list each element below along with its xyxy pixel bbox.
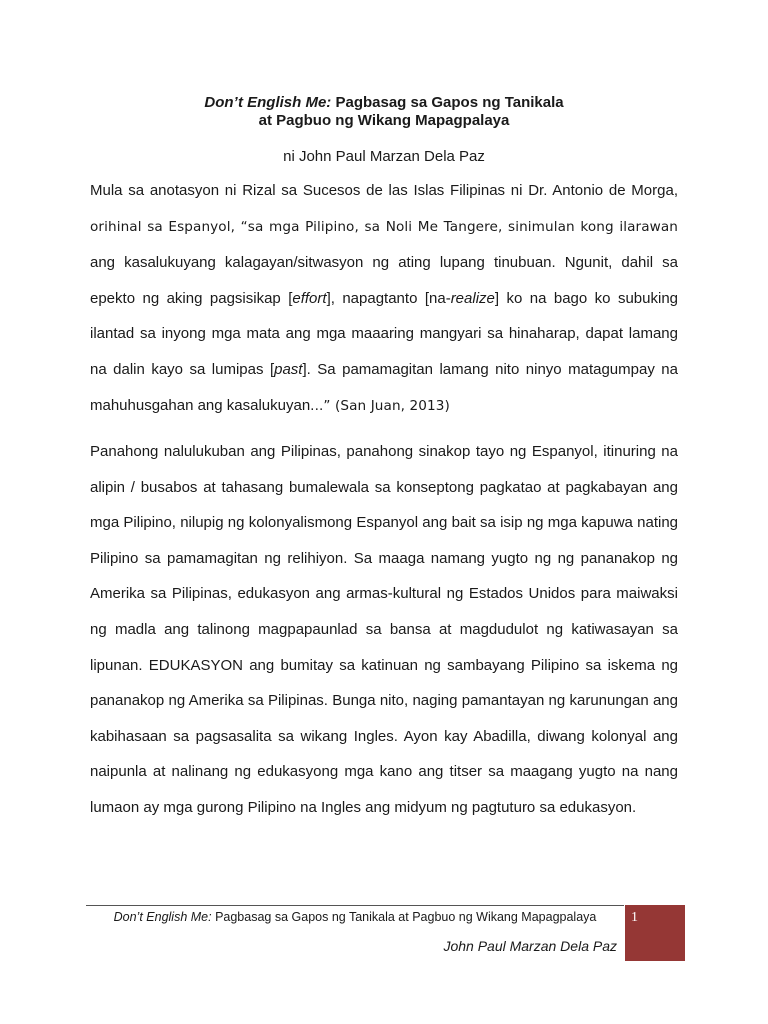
p1-text-3: ], napagtanto [na-	[326, 289, 451, 307]
paragraph-2: Panahong nalulukuban ang Pilipinas, panahong sinakop tayo ng Espanyol, itinuring na alipin / busabos at tahasang bumalewala sa konseptong pagkatao at pagkabayan ang mga Pilipino, nilupig ng kolonyalismong Espanyol ang bait sa isip ng mga kapuwa nating Pilipino sa pamamagitan ng relihiyon. Sa maaga namang yugto ng ng pananakop ng Amerika sa Pilipinas, edukasyon ang armas-kultural ng Estados Unidos para maiwaksi ng madla ang talinong magpapaunlad sa bansa at magdudulot ng katiwasayan sa lipunan. EDUKASYON ang bumitay sa katinuan ng sambayang Pilipino sa iskema ng pananakop ng Amerika sa Pilipinas. Bunga nito, naging pamantayan ng karunungan ang kabihasaan sa pagsasalita sa wikang Ingles. Ayon kay Abadilla, diwang kolonyal ang naipunla at nalinang ng edukasyong mga kano ang titser sa maagang yugto na nang lumaon ay mga gurong Pilipino na Ingles ang midyum ng pagtuturo sa edukasyon.	[90, 443, 678, 816]
document-title	[0, 94, 768, 130]
footer-author: John Paul Marzan Dela Paz	[443, 938, 617, 954]
title-italic: Don’t English Me:	[204, 94, 332, 111]
title-line2: at Pagbuo ng Wikang Mapagpalaya	[258, 112, 510, 129]
p1-text-2: ang kasalukuyang kalagayan/sitwasyon ng ating lupang tinubuan. Ngunit, dahil sa epekto ng aking pagsisikap [	[90, 254, 678, 307]
p1-text-1: Mula sa anotasyon ni Rizal sa Sucesos de las Islas Filipinas ni Dr. Antonio de Morga,	[90, 182, 678, 199]
footer-divider	[86, 905, 624, 906]
page-number: 1	[631, 910, 638, 925]
p1-italic-past: past	[274, 360, 303, 378]
p1-italic-realize: realize	[450, 289, 495, 307]
p1-text-4: ] ko na bago ko subuking ilantad sa inyong mga mata ang mga maaaring mangyari sa hinaharap, dapat lamang na dalin kayo sa lumipas [	[90, 289, 678, 378]
p1-citation: ...” (San Juan, 2013)	[310, 397, 450, 414]
title-line1-rest: Pagbasag sa Gapos ng Tanikala	[331, 94, 564, 111]
p1-quote-1: orihinal sa Espanyol, “sa mga Pilipino, sa Noli Me Tangere, sinimulan kong ilarawan	[90, 218, 678, 235]
p1-text-5: ]. Sa pamamagitan lamang nito ninyo matagumpay na mahuhusgahan ang kasalukuyan	[90, 360, 678, 414]
footer-title	[86, 910, 624, 924]
p1-italic-effort: effort	[292, 289, 327, 307]
paragraph-1	[90, 173, 678, 424]
footer-title-rest: Pagbasag sa Gapos ng Tanikala at Pagbuo ng Wikang Mapagpalaya	[211, 910, 597, 924]
footer-title-italic: Don’t English Me:	[113, 910, 212, 924]
byline: ni John Paul Marzan Dela Paz	[283, 148, 485, 165]
